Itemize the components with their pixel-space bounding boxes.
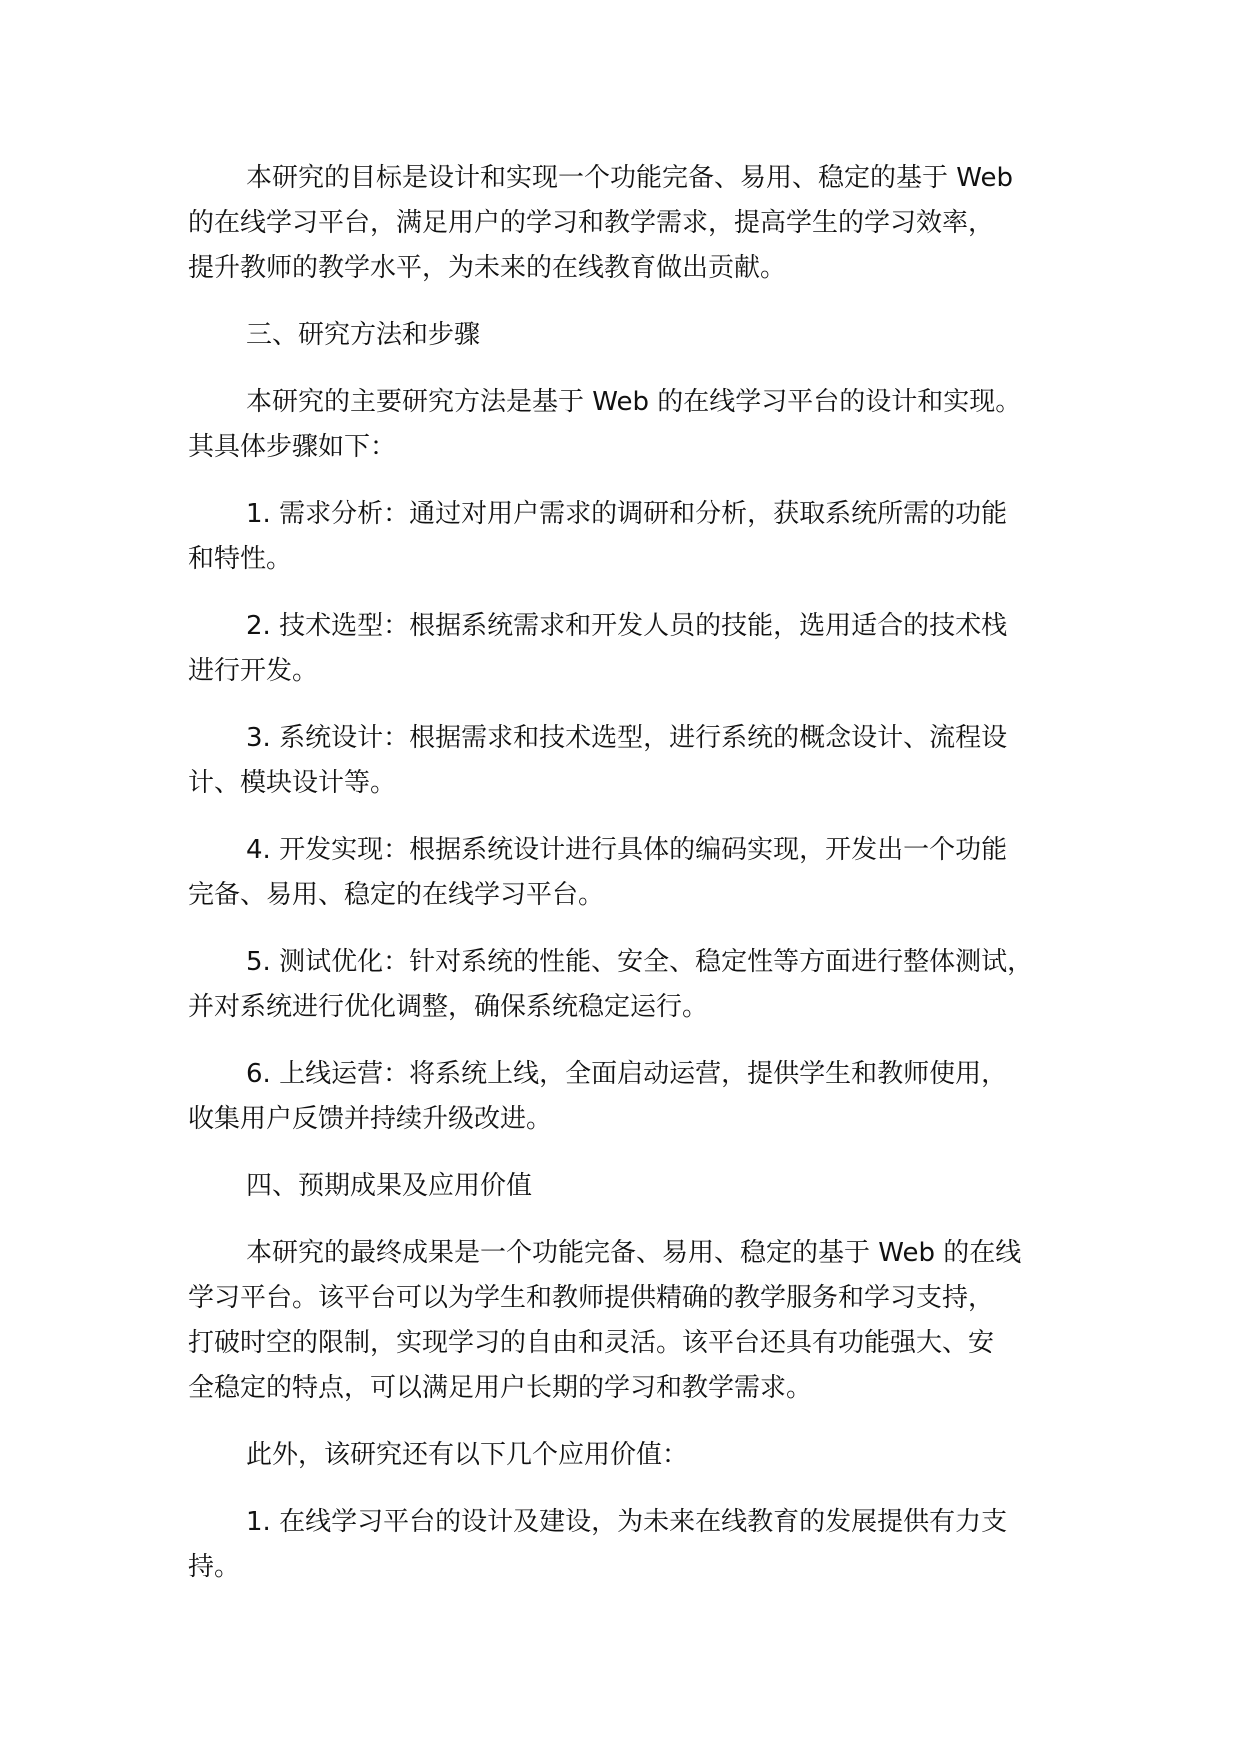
text-line: 本研究的最终成果是一个功能完备、易用、稳定的基于 Web 的在线: [246, 1238, 1022, 1268]
text-line: 和特性。: [188, 544, 293, 574]
text-line: 6. 上线运营：将系统上线，全面启动运营，提供学生和教师使用，: [246, 1059, 1008, 1089]
list-item-step-2: [188, 604, 1088, 694]
list-item-step-6: [188, 1052, 1088, 1142]
list-item-step-5: [188, 940, 1088, 1030]
text-line: 3. 系统设计：根据需求和技术选型，进行系统的概念设计、流程设: [246, 723, 1008, 753]
list-item-value-1: [188, 1500, 1088, 1590]
text-line: 的在线学习平台，满足用户的学习和教学需求，提高学生的学习效率，: [188, 208, 995, 238]
heading-text: 三、研究方法和步骤: [246, 320, 481, 350]
text-line: 进行开发。: [188, 656, 319, 686]
text-line: 打破时空的限制，实现学习的自由和灵活。该平台还具有功能强大、安: [188, 1328, 995, 1358]
heading-text: 四、预期成果及应用价值: [246, 1171, 533, 1201]
section-heading-outcomes: [188, 1164, 1088, 1209]
text-line: 1. 需求分析：通过对用户需求的调研和分析，获取系统所需的功能: [246, 499, 1008, 529]
text-line: 持。: [188, 1552, 241, 1582]
list-item-step-1: [188, 492, 1088, 582]
list-item-step-3: [188, 716, 1088, 806]
text-line: 学习平台。该平台可以为学生和教师提供精确的教学服务和学习支持，: [188, 1283, 995, 1313]
text-line: 完备、易用、稳定的在线学习平台。: [188, 880, 605, 910]
text-line: 2. 技术选型：根据系统需求和开发人员的技能，选用适合的技术栈: [246, 611, 1008, 641]
paragraph-research-goal: [188, 156, 1088, 291]
section-heading-methods: [188, 313, 1088, 358]
text-line: 4. 开发实现：根据系统设计进行具体的编码实现，开发出一个功能: [246, 835, 1008, 865]
text-line: 计、模块设计等。: [188, 768, 397, 798]
paragraph-methods-intro: [188, 380, 1088, 470]
text-line: 其具体步骤如下：: [188, 432, 397, 462]
text-line: 全稳定的特点，可以满足用户长期的学习和教学需求。: [188, 1373, 813, 1403]
paragraph-outcomes: [188, 1231, 1088, 1411]
list-item-step-4: [188, 828, 1088, 918]
paragraph-values-intro: [188, 1433, 1088, 1478]
text-line: 本研究的目标是设计和实现一个功能完备、易用、稳定的基于 Web: [246, 163, 1013, 193]
text-line: 此外，该研究还有以下几个应用价值：: [246, 1440, 689, 1470]
document-body: [188, 156, 1088, 1612]
text-line: 本研究的主要研究方法是基于 Web 的在线学习平台的设计和实现。: [246, 387, 1022, 417]
text-line: 1. 在线学习平台的设计及建设，为未来在线教育的发展提供有力支: [246, 1507, 1008, 1537]
text-line: 收集用户反馈并持续升级改进。: [188, 1104, 553, 1134]
text-line: 并对系统进行优化调整，确保系统稳定运行。: [188, 992, 709, 1022]
text-line: 提升教师的教学水平，为未来的在线教育做出贡献。: [188, 253, 787, 283]
text-line: 5. 测试优化：针对系统的性能、安全、稳定性等方面进行整体测试，: [246, 947, 1034, 977]
